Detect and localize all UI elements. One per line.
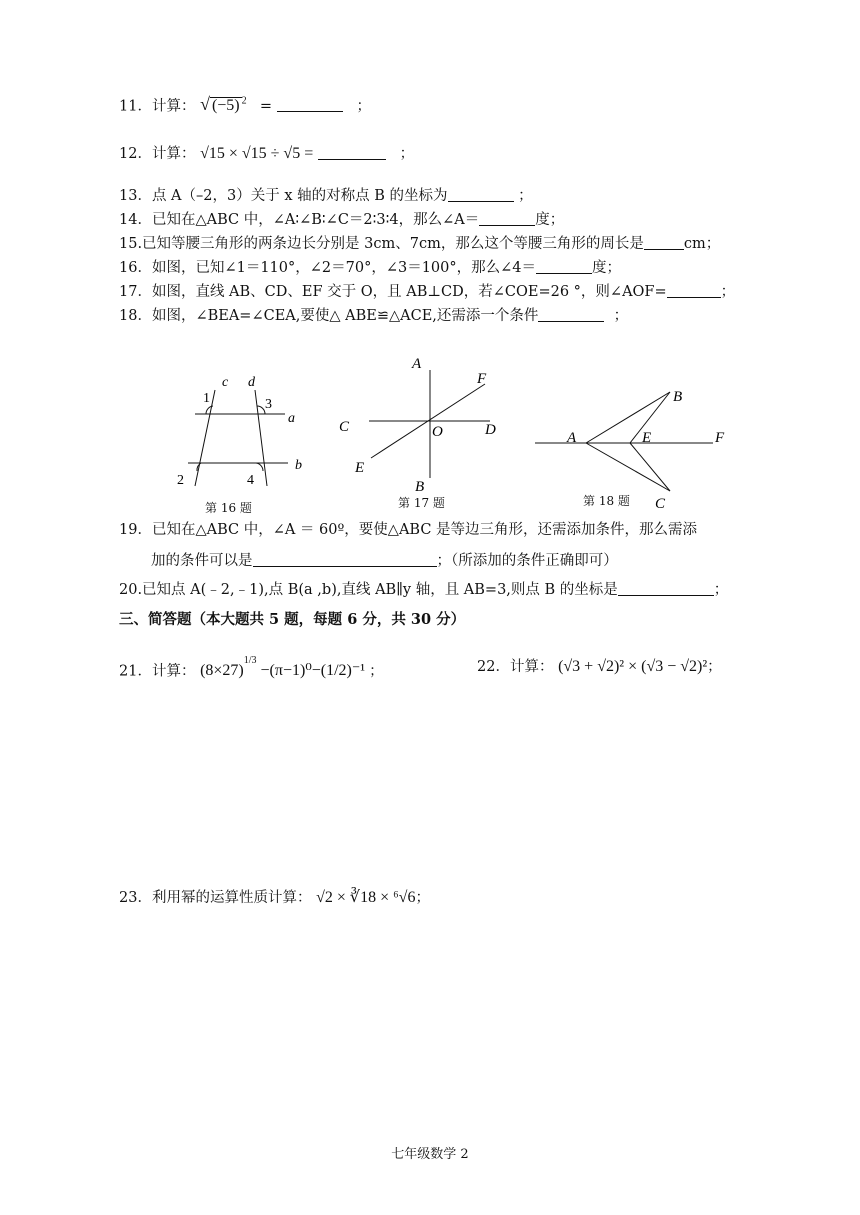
q14-answer-blank[interactable] [479,211,535,226]
q18-answer-blank[interactable] [538,307,604,322]
q11-expression: √ (−5) $^2$ [200,94,247,115]
q20-answer-blank[interactable] [618,581,714,596]
fig16-label-2: 2 [177,473,184,488]
q12-answer-blank[interactable] [318,145,386,160]
q19-answer-blank[interactable] [253,552,437,567]
fig16-label-d: d [248,375,255,390]
q11-answer-blank[interactable] [277,97,343,112]
question-15: 15.已知等腰三角形的两条边长分别是 3cm、7cm，那么这个等腰三角形的周长是 cm； [119,236,721,252]
fig16-label-a: a [288,411,295,426]
q22-expression: (√3 + √2)² × (√3 − √2)² [558,658,708,675]
figure-18 [530,380,740,510]
fig17-label-O: O [432,424,443,440]
fig16-label-c: c [222,375,229,390]
fig17-label-A: A [412,356,422,372]
question-18: 18．如图，∠BEA=∠CEA,要使△ ABE≌△ACE,还需添一个条件 ； [119,308,629,324]
question-19-line2: 加的条件可以是 ；（所添加的条件正确即可） [151,553,618,569]
question-22: 22．计算： (√3 + √2)² × (√3 − √2)²； [477,658,722,675]
fig18-label-B: B [673,389,683,405]
question-16: 16．如图，已知∠1＝110°，∠2＝70°，∠3＝100°，那么∠4＝ 度； [119,260,622,276]
q13-answer-blank[interactable] [448,187,514,202]
question-20: 20.已知点 A(﹣2,﹣1),点 B(a ,b),直线 AB∥y 轴，且 AB=3,则点 B 的坐标是 ； [119,582,729,598]
question-13: 13．点 A（–2，3）关于 x 轴的对称点 B 的坐标为 ； [119,188,533,204]
fig16-label-1: 1 [203,391,210,406]
figure-16 [170,368,310,498]
fig16-caption: 第 16 题 [205,501,252,515]
question-12: 12．计算： √15 × √15 ÷ √5 = ； [119,145,415,162]
fig17-label-D: D [485,422,496,438]
section-3-heading: 三、简答题（本大题共 5 题，每题 6 分，共 30 分） [119,611,466,628]
fig16-label-4: 4 [247,473,254,488]
question-11: 11．计算： √ (−5) $^2$ = ； [119,94,371,115]
fig18-caption: 第 18 题 [583,494,630,508]
fig17-caption: 第 17 题 [398,496,445,510]
fig16-label-b: b [295,458,302,473]
q15-answer-blank[interactable] [644,235,684,250]
fig18-label-E: E [642,430,652,446]
question-17: 17．如图，直线 AB、CD、EF 交于 O，且 AB⊥CD，若∠COE=26 °，则∠AOF= ； [119,284,736,300]
fig18-label-F: F [715,430,725,446]
q21-expression: $(8\times 27)^{1/3} -(\pi-1)^0-(1/2)^{-1}$ [200,655,366,680]
page-footer: 七年级数学 2 [391,1147,469,1162]
fig16-label-3: 3 [265,397,272,412]
fig17-label-C: C [339,419,350,435]
figure-17 [335,350,510,500]
q17-answer-blank[interactable] [667,283,721,298]
question-14: 14．已知在△ABC 中，∠A∶∠B∶∠C＝2∶3∶4，那么∠A＝ 度； [119,212,565,228]
fig18-label-A: A [567,430,577,446]
fig17-label-F: F [477,371,487,387]
q16-answer-blank[interactable] [536,259,592,274]
question-23: 23．利用幂的运算性质计算： √2 × ∛18 × ⁶√6； [119,889,430,906]
fig18-label-C: C [655,496,666,510]
q23-expression: √2 × ∛18 × ⁶√6 [316,889,416,906]
q12-expression: √15 × √15 ÷ √5 = [200,145,314,162]
question-19-line1: 19．已知在△ABC 中，∠A ＝ 60º，要使△ABC 是等边三角形，还需添加条件，那么需添 [119,522,698,538]
question-21: 21．计算： $(8\times 27)^{1/3} -(\pi-1)^0-(1/2)^{-1}$ ； [119,655,384,680]
fig17-label-B: B [415,479,425,495]
fig17-label-E: E [355,460,365,476]
